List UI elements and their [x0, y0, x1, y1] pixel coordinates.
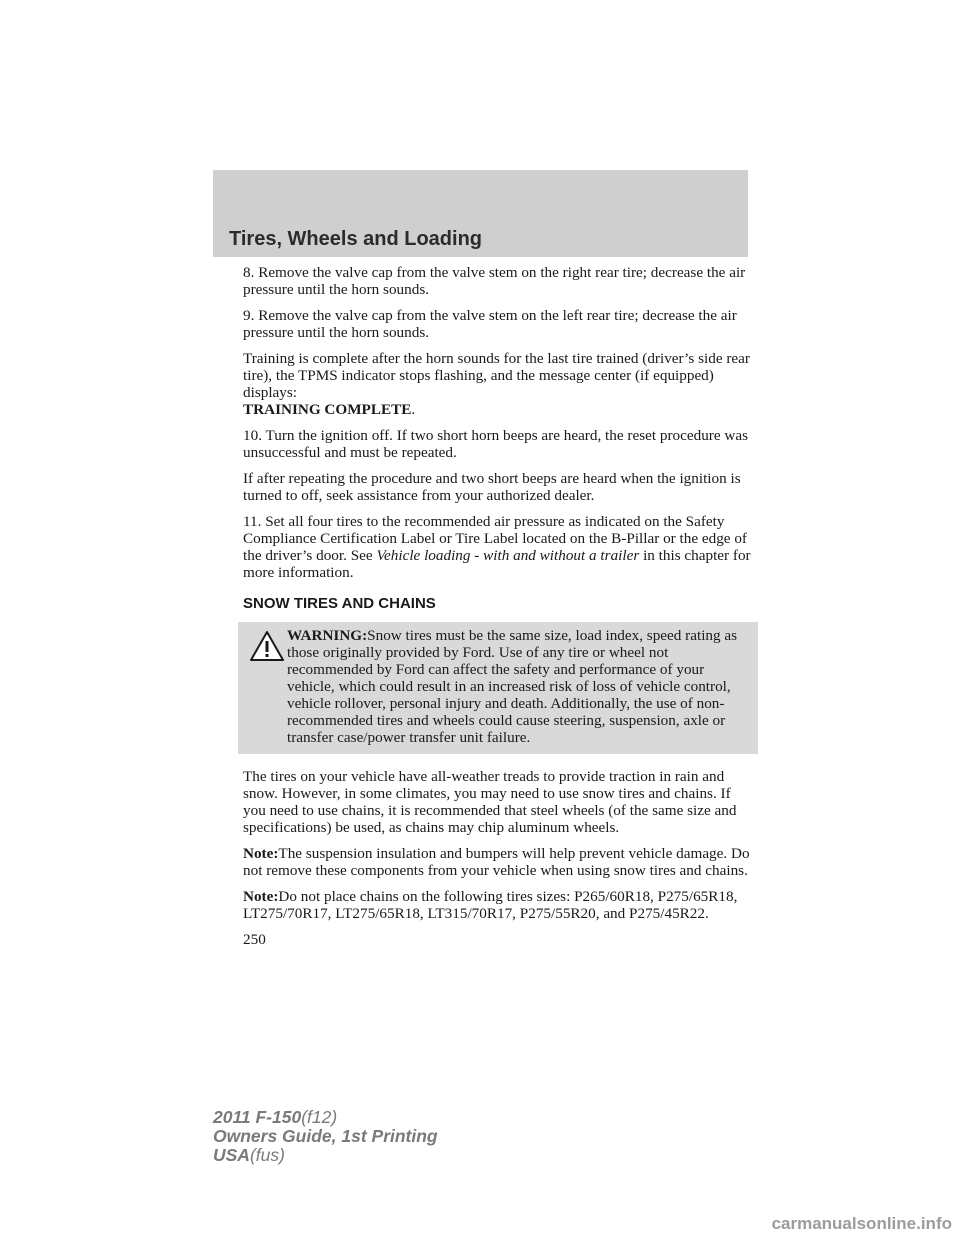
footer-model-code: (f12) [301, 1107, 338, 1127]
step-11 [243, 513, 753, 581]
note-label: Note: [243, 888, 279, 905]
warning-text: Snow tires must be the same size, load index, speed rating as those originally provided by Ford. Use of any tire or wheel not recommended by Ford can affect the safety and performance of your vehicle, which could result in an increased risk of loss of vehicle control, vehicle rollover, personal injury and death. Additionally, the use of non-recommended tires and wheels could cause steering, suspension, axle or transfer case/power transfer unit failure. [287, 627, 738, 746]
chapter-title: Tires, Wheels and Loading [229, 228, 483, 250]
page-number: 250 [243, 931, 266, 948]
footer-line-3 [213, 1146, 438, 1165]
snow-tires-paragraph: The tires on your vehicle have all-weather treads to provide traction in rain and snow. However, in some climates, you may need to use snow tires and chains. If you need to use chains, it is recommended that steel wheels (of the same size and specifications) be used, as chains may chip aluminum wheels. [243, 768, 737, 836]
print-footer [213, 1108, 438, 1165]
step-8: 8. Remove the valve cap from the valve stem on the right rear tire; decrease the air pressure until the horn sounds. [243, 264, 746, 298]
footer-model: 2011 F-150 [213, 1107, 302, 1127]
warning-box [238, 622, 758, 754]
training-text: Training is complete after the horn sounds for the last tire trained (driver’s side rear tire), the TPMS indicator stops flashing, and the message center (if equipped) displays: [243, 350, 750, 401]
page-content [243, 264, 753, 957]
warning-label: WARNING: [287, 627, 368, 644]
section-heading: SNOW TIRES AND CHAINS [243, 595, 436, 612]
footer-line-2: Owners Guide, 1st Printing [213, 1126, 438, 1146]
step-11-text: 11. Set all four tires to the recommended air pressure as indicated on the Safety Compliance Certification Label or Tire Label located on the B-Pillar or the edge of the driver’s door. See [243, 513, 747, 564]
note-label: Note: [243, 845, 279, 862]
cross-reference-link: Vehicle loading - with and without a trailer [376, 547, 640, 564]
footer-region: USA [213, 1145, 250, 1165]
note-1 [243, 845, 753, 879]
footer-region-code: (fus) [249, 1145, 285, 1165]
watermark: carmanualsonline.info [771, 1214, 952, 1233]
chapter-header-band [213, 170, 748, 257]
note-2-text: Do not place chains on the following tires sizes: P265/60R18, P275/65R18, LT275/70R17, LT275/65R18, LT315/70R17, P275/55R20, and P275/45R22. [243, 888, 738, 922]
repeat-paragraph: If after repeating the procedure and two short beeps are heard when the ignition is turned to off, seek assistance from your authorized dealer. [243, 470, 741, 504]
footer-line-1 [213, 1108, 438, 1127]
step-11-end: in this chapter for more information. [243, 547, 751, 581]
training-paragraph: Training is complete after the horn sounds for the last tire trained (driver’s side rear tire), the TPMS indicator stops flashing, and the message center (if equipped) displays: TRAINING COMPLETE. [243, 350, 750, 418]
step-9: 9. Remove the valve cap from the valve stem on the left rear tire; decrease the air pressure until the horn sounds. [243, 307, 737, 341]
note-1-text: The suspension insulation and bumpers will help prevent vehicle damage. Do not remove these components from your vehicle when using snow tires and chains. [243, 845, 750, 879]
warning-text-block [243, 627, 752, 746]
step-10: 10. Turn the ignition off. If two short horn beeps are heard, the reset procedure was unsuccessful and must be repeated. [243, 427, 748, 461]
warning-triangle-icon [249, 630, 285, 662]
note-2 [243, 888, 753, 922]
training-complete-message: TRAINING COMPLETE [243, 401, 412, 418]
